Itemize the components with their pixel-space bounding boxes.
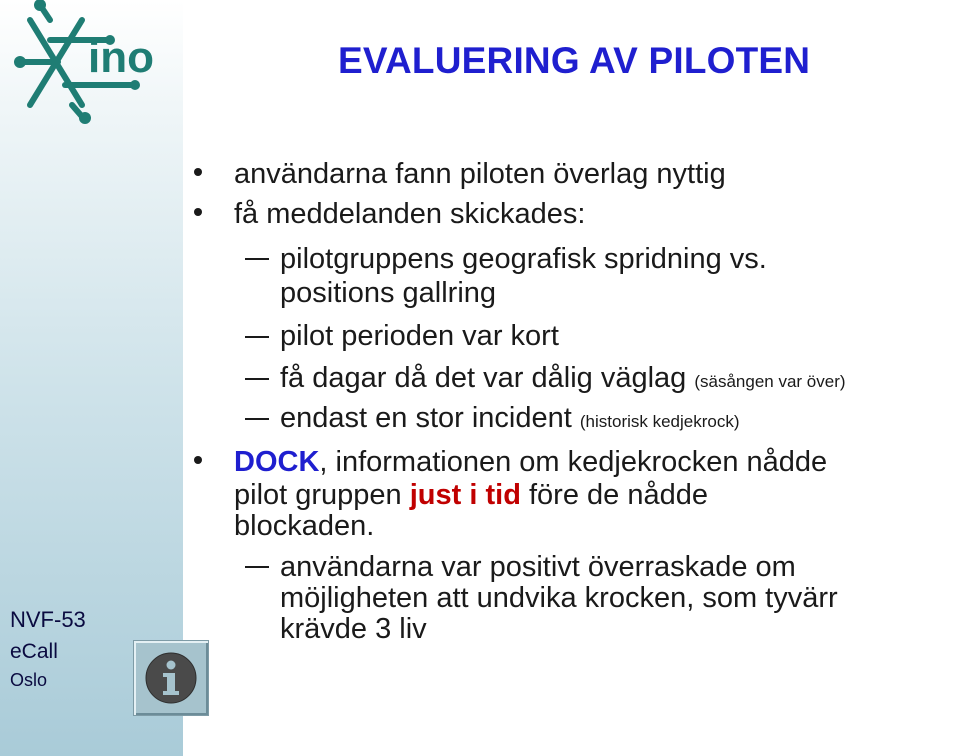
sub-bullet-text: pilotgruppens geografisk spridning vs. [280,243,767,275]
dash-marker [245,566,269,568]
bullet-line [234,479,708,511]
sub-bullet-note: (säsången var över) [694,372,846,391]
bullet-dot [194,208,202,216]
bullet-text: , informationen om kedjekrocken nådde [319,446,828,478]
bullet-line [234,446,827,478]
bullet-text: få meddelanden skickades: [234,198,586,230]
highlight-dock: DOCK [234,446,320,478]
bullet-text: användarna fann piloten överlag nyttig [234,158,726,190]
bullet-text: före de nådde [520,479,708,511]
footer-code: NVF-53 [10,607,86,632]
info-icon[interactable] [133,640,209,716]
svg-text:ino: ino [88,33,154,82]
bullet-dot [194,168,202,176]
bullet-text: blockaden. [234,510,375,542]
sub-bullet-line [280,402,740,438]
dash-marker [245,418,269,420]
highlight-just-i-tid: just i tid [409,479,521,511]
xino-logo [10,0,182,125]
dash-marker [245,336,269,338]
sub-bullet-text: krävde 3 liv [280,613,427,645]
bullet-dot [194,456,202,464]
footer-city: Oslo [10,670,48,690]
sub-bullet-text: positions gallring [280,277,497,309]
page-title: EVALUERING AV PILOTEN [338,40,811,81]
footer-event: eCall [10,640,58,663]
sub-bullet-text: få dagar då det var dålig väglag [280,362,687,394]
dash-marker [245,378,269,380]
sub-bullet-text: pilot perioden var kort [280,320,559,352]
sub-bullet-line [280,362,846,398]
sub-bullet-text: endast en stor incident [280,402,572,434]
sub-bullet-note: (historisk kedjekrock) [579,412,740,431]
sub-bullet-text: möjligheten att undvika krocken, som tyvärr [280,582,838,614]
bullet-text: pilot gruppen [234,479,410,511]
sub-bullet-text: användarna var positivt överraskade om [280,551,796,583]
info-glyph [134,641,208,715]
dash-marker [245,258,269,260]
